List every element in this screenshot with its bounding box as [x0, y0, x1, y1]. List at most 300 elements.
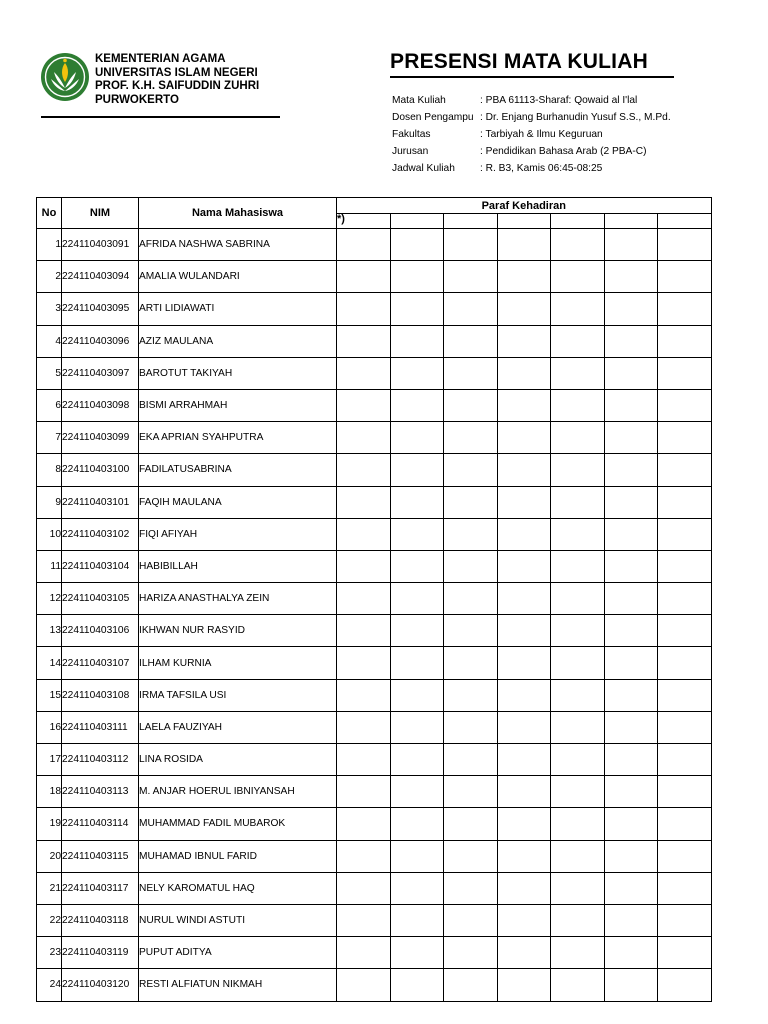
- row-student-name: NELY KAROMATUL HAQ: [139, 872, 337, 904]
- info-row: [392, 92, 671, 109]
- attendance-signature-cell: [658, 840, 712, 872]
- row-nim: 224110403115: [62, 840, 139, 872]
- attendance-signature-cell: [337, 647, 391, 679]
- attendance-signature-cell: [658, 261, 712, 293]
- attendance-signature-cell: [551, 711, 605, 743]
- row-student-name: ILHAM KURNIA: [139, 647, 337, 679]
- attendance-signature-cell: [658, 293, 712, 325]
- course-info: [392, 92, 671, 177]
- attendance-signature-cell: [444, 647, 498, 679]
- attendance-signature-cell: [337, 550, 391, 582]
- attendance-signature-cell: [604, 422, 658, 454]
- row-student-name: HARIZA ANASTHALYA ZEIN: [139, 583, 337, 615]
- attendance-signature-cell: [497, 583, 551, 615]
- attendance-signature-cell: [604, 615, 658, 647]
- attendance-signature-cell: [497, 615, 551, 647]
- row-number: 7: [37, 422, 62, 454]
- attendance-signature-cell: [551, 776, 605, 808]
- attendance-signature-cell: [604, 486, 658, 518]
- attendance-signature-cell: [497, 293, 551, 325]
- attendance-signature-cell: [390, 744, 444, 776]
- row-number: 23: [37, 937, 62, 969]
- info-value: : PBA 61113-Sharaf: Qowaid al I'lal: [480, 95, 638, 106]
- attendance-signature-cell: [551, 937, 605, 969]
- attendance-signature-cell: [390, 518, 444, 550]
- attendance-table: [36, 197, 712, 1002]
- attendance-signature-cell: [551, 615, 605, 647]
- institution-line: KEMENTERIAN AGAMA: [95, 53, 226, 65]
- attendance-signature-cell: [551, 454, 605, 486]
- attendance-signature-cell: [497, 325, 551, 357]
- attendance-signature-cell: [604, 744, 658, 776]
- attendance-signature-cell: [551, 904, 605, 936]
- institution-line: UNIVERSITAS ISLAM NEGERI: [95, 66, 258, 79]
- table-row: [37, 808, 712, 840]
- row-number: 20: [37, 840, 62, 872]
- table-row: [37, 389, 712, 421]
- row-number: 24: [37, 969, 62, 1001]
- attendance-signature-cell: [444, 550, 498, 582]
- attendance-signature-cell: [337, 293, 391, 325]
- attendance-signature-cell: [604, 293, 658, 325]
- attendance-signature-cell: [390, 293, 444, 325]
- attendance-signature-cell: [604, 518, 658, 550]
- attendance-signature-cell: [604, 808, 658, 840]
- table-row: [37, 325, 712, 357]
- attendance-signature-cell: [390, 872, 444, 904]
- info-row: [392, 126, 671, 143]
- row-student-name: AZIZ MAULANA: [139, 325, 337, 357]
- paraf-session-header: [604, 214, 658, 229]
- row-student-name: MUHAMMAD FADIL MUBAROK: [139, 808, 337, 840]
- info-label: Fakultas: [392, 129, 431, 140]
- row-nim: 224110403111: [62, 711, 139, 743]
- row-number: 4: [37, 325, 62, 357]
- row-student-name: AMALIA WULANDARI: [139, 261, 337, 293]
- attendance-signature-cell: [390, 679, 444, 711]
- paraf-session-header: [390, 214, 444, 229]
- info-row: [392, 160, 671, 177]
- row-number: 18: [37, 776, 62, 808]
- row-number: 22: [37, 904, 62, 936]
- attendance-signature-cell: [444, 518, 498, 550]
- attendance-signature-cell: [497, 389, 551, 421]
- attendance-signature-cell: [604, 969, 658, 1001]
- attendance-signature-cell: [658, 872, 712, 904]
- attendance-signature-cell: [551, 840, 605, 872]
- row-student-name: IKHWAN NUR RASYID: [139, 615, 337, 647]
- attendance-signature-cell: [497, 937, 551, 969]
- table-row: [37, 518, 712, 550]
- attendance-signature-cell: [444, 389, 498, 421]
- table-row: [37, 937, 712, 969]
- attendance-signature-cell: [551, 293, 605, 325]
- paraf-session-header: [551, 214, 605, 229]
- attendance-signature-cell: [390, 711, 444, 743]
- info-row: [392, 143, 671, 160]
- attendance-signature-cell: [658, 744, 712, 776]
- row-number: 16: [37, 711, 62, 743]
- attendance-signature-cell: [658, 776, 712, 808]
- row-nim: 224110403114: [62, 808, 139, 840]
- attendance-signature-cell: [604, 550, 658, 582]
- attendance-signature-cell: [497, 969, 551, 1001]
- row-nim: 224110403112: [62, 744, 139, 776]
- table-row: [37, 293, 712, 325]
- row-nim: 224110403100: [62, 454, 139, 486]
- attendance-signature-cell: [337, 679, 391, 711]
- institution-name: [95, 53, 259, 107]
- attendance-signature-cell: [551, 647, 605, 679]
- info-label: Dosen Pengampu: [392, 112, 474, 123]
- institution-line: PROF. K.H. SAIFUDDIN ZUHRI: [95, 80, 260, 92]
- row-number: 3: [37, 293, 62, 325]
- attendance-signature-cell: [551, 518, 605, 550]
- attendance-signature-cell: [551, 486, 605, 518]
- attendance-signature-cell: [390, 647, 444, 679]
- paraf-note: *): [337, 214, 391, 229]
- column-header-nim: NIM: [62, 198, 139, 229]
- attendance-signature-cell: [497, 840, 551, 872]
- table-row: [37, 904, 712, 936]
- page-title: PRESENSI MATA KULIAH: [390, 50, 648, 73]
- row-student-name: LAELA FAUZIYAH: [139, 711, 337, 743]
- attendance-signature-cell: [604, 840, 658, 872]
- attendance-signature-cell: [444, 840, 498, 872]
- attendance-signature-cell: [604, 229, 658, 261]
- attendance-signature-cell: [444, 583, 498, 615]
- row-number: 13: [37, 615, 62, 647]
- row-nim: 224110403096: [62, 325, 139, 357]
- row-number: 12: [37, 583, 62, 615]
- table-row: [37, 550, 712, 582]
- attendance-signature-cell: [497, 550, 551, 582]
- attendance-signature-cell: [337, 808, 391, 840]
- attendance-signature-cell: [658, 454, 712, 486]
- row-number: 14: [37, 647, 62, 679]
- row-number: 1: [37, 229, 62, 261]
- row-nim: 224110403118: [62, 904, 139, 936]
- attendance-signature-cell: [444, 711, 498, 743]
- attendance-signature-cell: [497, 904, 551, 936]
- attendance-signature-cell: [551, 808, 605, 840]
- attendance-signature-cell: [337, 615, 391, 647]
- table-row: [37, 357, 712, 389]
- info-value: : Tarbiyah & Ilmu Keguruan: [480, 129, 603, 140]
- attendance-signature-cell: [658, 808, 712, 840]
- attendance-signature-cell: [497, 454, 551, 486]
- row-student-name: NURUL WINDI ASTUTI: [139, 904, 337, 936]
- attendance-signature-cell: [337, 261, 391, 293]
- row-nim: 224110403101: [62, 486, 139, 518]
- row-number: 5: [37, 357, 62, 389]
- row-student-name: BAROTUT TAKIYAH: [139, 357, 337, 389]
- attendance-signature-cell: [337, 229, 391, 261]
- row-nim: 224110403091: [62, 229, 139, 261]
- attendance-signature-cell: [337, 357, 391, 389]
- attendance-signature-cell: [337, 711, 391, 743]
- row-student-name: FAQIH MAULANA: [139, 486, 337, 518]
- column-header-nama: Nama Mahasiswa: [139, 198, 337, 229]
- row-student-name: AFRIDA NASHWA SABRINA: [139, 229, 337, 261]
- attendance-signature-cell: [497, 229, 551, 261]
- row-nim: 224110403113: [62, 776, 139, 808]
- row-nim: 224110403107: [62, 647, 139, 679]
- attendance-signature-cell: [604, 937, 658, 969]
- row-number: 21: [37, 872, 62, 904]
- attendance-signature-cell: [390, 904, 444, 936]
- paraf-session-header: [444, 214, 498, 229]
- attendance-signature-cell: [497, 357, 551, 389]
- info-value: : Dr. Enjang Burhanudin Yusuf S.S., M.Pd.: [480, 112, 671, 123]
- attendance-signature-cell: [444, 776, 498, 808]
- row-number: 19: [37, 808, 62, 840]
- attendance-signature-cell: [444, 293, 498, 325]
- row-student-name: MUHAMAD IBNUL FARID: [139, 840, 337, 872]
- attendance-signature-cell: [658, 486, 712, 518]
- attendance-signature-cell: [497, 486, 551, 518]
- attendance-signature-cell: [337, 518, 391, 550]
- row-nim: 224110403117: [62, 872, 139, 904]
- attendance-signature-cell: [390, 583, 444, 615]
- attendance-signature-cell: [390, 840, 444, 872]
- attendance-signature-cell: [658, 679, 712, 711]
- row-student-name: ARTI LIDIAWATI: [139, 293, 337, 325]
- attendance-signature-cell: [658, 711, 712, 743]
- attendance-signature-cell: [390, 261, 444, 293]
- attendance-signature-cell: [658, 422, 712, 454]
- attendance-signature-cell: [337, 744, 391, 776]
- attendance-signature-cell: [658, 969, 712, 1001]
- attendance-signature-cell: [390, 776, 444, 808]
- table-row: [37, 840, 712, 872]
- row-student-name: PUPUT ADITYA: [139, 937, 337, 969]
- attendance-signature-cell: [497, 679, 551, 711]
- info-label: Mata Kuliah: [392, 95, 446, 106]
- attendance-signature-cell: [390, 389, 444, 421]
- attendance-signature-cell: [444, 357, 498, 389]
- row-number: 15: [37, 679, 62, 711]
- row-nim: 224110403097: [62, 357, 139, 389]
- attendance-signature-cell: [604, 325, 658, 357]
- attendance-signature-cell: [551, 325, 605, 357]
- attendance-signature-cell: [337, 583, 391, 615]
- table-row: [37, 744, 712, 776]
- row-nim: 224110403102: [62, 518, 139, 550]
- attendance-signature-cell: [444, 744, 498, 776]
- attendance-signature-cell: [551, 744, 605, 776]
- attendance-signature-cell: [390, 808, 444, 840]
- row-nim: 224110403095: [62, 293, 139, 325]
- info-label: Jurusan: [392, 146, 429, 157]
- attendance-signature-cell: [390, 422, 444, 454]
- row-student-name: EKA APRIAN SYAHPUTRA: [139, 422, 337, 454]
- row-nim: 224110403099: [62, 422, 139, 454]
- row-nim: 224110403098: [62, 389, 139, 421]
- attendance-signature-cell: [604, 679, 658, 711]
- attendance-signature-cell: [551, 422, 605, 454]
- attendance-signature-cell: [551, 357, 605, 389]
- attendance-signature-cell: [337, 937, 391, 969]
- column-header-no: No: [37, 198, 62, 229]
- info-value: : R. B3, Kamis 06:45-08:25: [480, 163, 603, 174]
- attendance-signature-cell: [658, 615, 712, 647]
- attendance-signature-cell: [497, 808, 551, 840]
- attendance-signature-cell: [604, 454, 658, 486]
- title-underline: [390, 76, 674, 78]
- attendance-signature-cell: [337, 872, 391, 904]
- attendance-signature-cell: [390, 550, 444, 582]
- row-nim: 224110403119: [62, 937, 139, 969]
- row-student-name: LINA ROSIDA: [139, 744, 337, 776]
- row-student-name: IRMA TAFSILA USI: [139, 679, 337, 711]
- row-nim: 224110403120: [62, 969, 139, 1001]
- university-logo-icon: [40, 52, 90, 102]
- row-number: 8: [37, 454, 62, 486]
- row-number: 11: [37, 550, 62, 582]
- paraf-session-header: [497, 214, 551, 229]
- attendance-signature-cell: [551, 261, 605, 293]
- row-nim: 224110403106: [62, 615, 139, 647]
- attendance-signature-cell: [551, 583, 605, 615]
- attendance-signature-cell: [444, 229, 498, 261]
- attendance-signature-cell: [444, 679, 498, 711]
- row-number: 9: [37, 486, 62, 518]
- attendance-signature-cell: [390, 325, 444, 357]
- attendance-signature-cell: [604, 711, 658, 743]
- attendance-signature-cell: [658, 550, 712, 582]
- attendance-signature-cell: [604, 389, 658, 421]
- attendance-signature-cell: [658, 325, 712, 357]
- attendance-signature-cell: [390, 357, 444, 389]
- row-student-name: FIQI AFIYAH: [139, 518, 337, 550]
- paraf-session-header: [658, 214, 712, 229]
- attendance-signature-cell: [497, 422, 551, 454]
- table-row: [37, 583, 712, 615]
- attendance-signature-cell: [390, 486, 444, 518]
- row-number: 10: [37, 518, 62, 550]
- attendance-signature-cell: [497, 744, 551, 776]
- row-number: 6: [37, 389, 62, 421]
- attendance-signature-cell: [444, 904, 498, 936]
- attendance-signature-cell: [337, 422, 391, 454]
- attendance-signature-cell: [444, 969, 498, 1001]
- attendance-signature-cell: [390, 615, 444, 647]
- attendance-signature-cell: [497, 776, 551, 808]
- table-row: [37, 969, 712, 1001]
- attendance-signature-cell: [658, 229, 712, 261]
- attendance-signature-cell: [444, 615, 498, 647]
- attendance-signature-cell: [444, 422, 498, 454]
- attendance-signature-cell: [444, 261, 498, 293]
- attendance-signature-cell: [390, 969, 444, 1001]
- table-row: [37, 422, 712, 454]
- attendance-signature-cell: [658, 937, 712, 969]
- attendance-signature-cell: [390, 229, 444, 261]
- attendance-signature-cell: [604, 647, 658, 679]
- table-row: [37, 454, 712, 486]
- row-student-name: M. ANJAR HOERUL IBNIYANSAH: [139, 776, 337, 808]
- attendance-signature-cell: [604, 904, 658, 936]
- attendance-signature-cell: [604, 357, 658, 389]
- row-student-name: BISMI ARRAHMAH: [139, 389, 337, 421]
- attendance-signature-cell: [551, 389, 605, 421]
- attendance-signature-cell: [444, 872, 498, 904]
- info-value: : Pendidikan Bahasa Arab (2 PBA-C): [480, 146, 647, 157]
- row-number: 17: [37, 744, 62, 776]
- attendance-signature-cell: [551, 550, 605, 582]
- attendance-signature-cell: [390, 937, 444, 969]
- table-row: [37, 486, 712, 518]
- attendance-signature-cell: [658, 904, 712, 936]
- attendance-signature-cell: [337, 969, 391, 1001]
- attendance-signature-cell: [604, 261, 658, 293]
- attendance-signature-cell: [337, 486, 391, 518]
- attendance-signature-cell: [658, 518, 712, 550]
- attendance-signature-cell: [551, 229, 605, 261]
- attendance-signature-cell: [497, 647, 551, 679]
- attendance-signature-cell: [444, 937, 498, 969]
- row-student-name: FADILATUSABRINA: [139, 454, 337, 486]
- table-row: [37, 229, 712, 261]
- attendance-signature-cell: [658, 583, 712, 615]
- attendance-signature-cell: [658, 357, 712, 389]
- row-nim: 224110403108: [62, 679, 139, 711]
- row-nim: 224110403104: [62, 550, 139, 582]
- row-student-name: HABIBILLAH: [139, 550, 337, 582]
- attendance-signature-cell: [497, 518, 551, 550]
- table-row: [37, 647, 712, 679]
- table-row: [37, 615, 712, 647]
- row-nim: 224110403105: [62, 583, 139, 615]
- attendance-signature-cell: [604, 776, 658, 808]
- table-row: [37, 711, 712, 743]
- attendance-signature-cell: [337, 454, 391, 486]
- attendance-signature-cell: [604, 872, 658, 904]
- attendance-signature-cell: [658, 389, 712, 421]
- attendance-signature-cell: [551, 679, 605, 711]
- table-row: [37, 776, 712, 808]
- attendance-signature-cell: [604, 583, 658, 615]
- attendance-signature-cell: [551, 969, 605, 1001]
- header-divider: [41, 116, 280, 118]
- info-row: [392, 109, 671, 126]
- attendance-signature-cell: [444, 486, 498, 518]
- attendance-signature-cell: [337, 325, 391, 357]
- row-student-name: RESTI ALFIATUN NIKMAH: [139, 969, 337, 1001]
- attendance-signature-cell: [497, 261, 551, 293]
- institution-line: PURWOKERTO: [95, 93, 179, 106]
- attendance-signature-cell: [658, 647, 712, 679]
- attendance-signature-cell: [444, 808, 498, 840]
- table-row: [37, 872, 712, 904]
- attendance-signature-cell: [337, 776, 391, 808]
- info-label: Jadwal Kuliah: [392, 163, 455, 174]
- attendance-signature-cell: [497, 872, 551, 904]
- attendance-signature-cell: [444, 454, 498, 486]
- row-number: 2: [37, 261, 62, 293]
- attendance-signature-cell: [551, 872, 605, 904]
- attendance-signature-cell: [497, 711, 551, 743]
- attendance-signature-cell: [337, 904, 391, 936]
- attendance-signature-cell: [390, 454, 444, 486]
- column-header-paraf: Paraf Kehadiran: [337, 198, 712, 214]
- table-row: [37, 679, 712, 711]
- attendance-signature-cell: [444, 325, 498, 357]
- attendance-signature-cell: [337, 389, 391, 421]
- attendance-signature-cell: [337, 840, 391, 872]
- row-nim: 224110403094: [62, 261, 139, 293]
